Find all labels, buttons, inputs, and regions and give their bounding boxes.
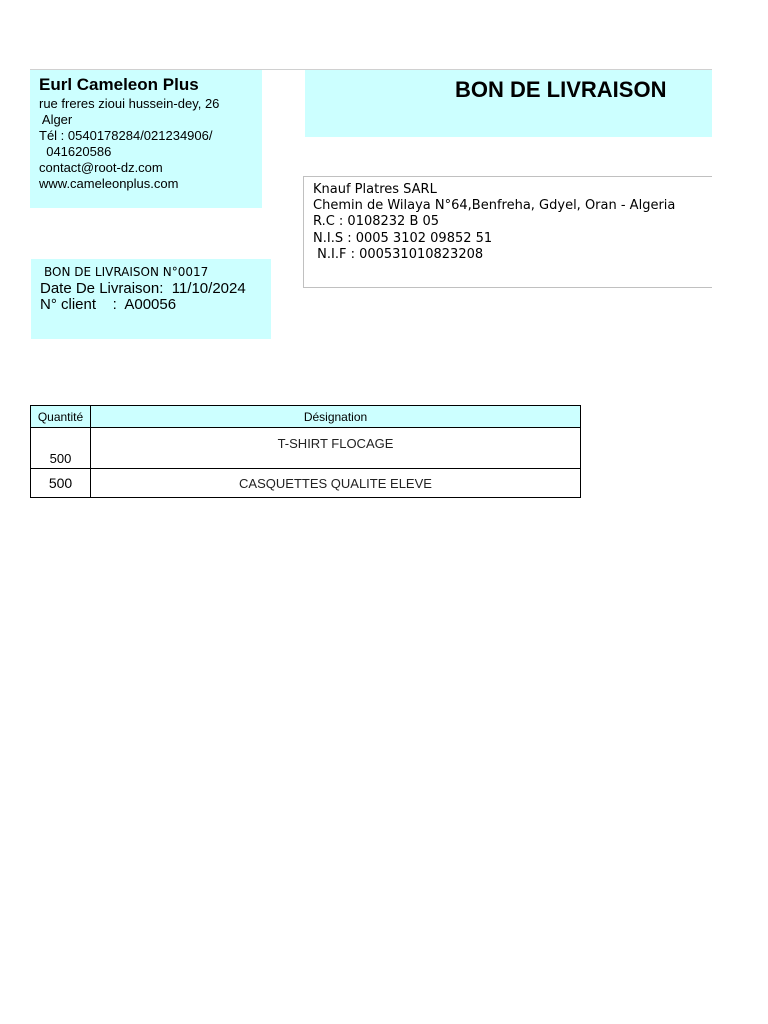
row-designation: T-SHIRT FLOCAGE bbox=[91, 428, 581, 469]
client-nis: N.I.S : 0005 3102 09852 51 bbox=[313, 231, 493, 246]
company-info-box bbox=[30, 70, 262, 208]
table-row bbox=[31, 428, 581, 469]
company-website: www.cameleonplus.com bbox=[39, 176, 179, 191]
client-nif: N.I.F : 000531010823208 bbox=[313, 247, 484, 262]
company-phone-line2: 041620586 bbox=[39, 144, 112, 159]
client-info-box bbox=[303, 176, 712, 288]
company-address-line2: Alger bbox=[39, 112, 73, 127]
client-rc: R.C : 0108232 B 05 bbox=[313, 214, 440, 229]
client-address: Chemin de Wilaya N°64,Benfreha, Gdyel, Oran - Algeria bbox=[313, 198, 676, 213]
delivery-date: Date De Livraison: 11/10/2024 bbox=[40, 280, 246, 297]
column-header-designation: Désignation bbox=[91, 406, 581, 428]
row-quantity: 500 bbox=[31, 469, 91, 498]
document-title: BON DE LIVRAISON bbox=[455, 77, 667, 102]
client-number: N° client : A00056 bbox=[40, 296, 177, 313]
company-name: Eurl Cameleon Plus bbox=[39, 75, 199, 94]
company-email: contact@root-dz.com bbox=[39, 160, 163, 175]
client-name: Knauf Platres SARL bbox=[313, 182, 437, 197]
document-title-box bbox=[305, 70, 712, 137]
order-info-box bbox=[31, 259, 271, 339]
delivery-note-number: BON DE LIVRAISON N°0017 bbox=[44, 265, 209, 279]
table-row bbox=[31, 469, 581, 498]
column-header-quantity: Quantité bbox=[31, 406, 91, 428]
row-designation: CASQUETTES QUALITE ELEVE bbox=[91, 469, 581, 498]
company-address-line1: rue freres zioui hussein-dey, 26 bbox=[39, 96, 220, 111]
items-table bbox=[30, 405, 581, 498]
table-header-row bbox=[31, 406, 581, 428]
company-phone-line1: Tél : 0540178284/021234906/ bbox=[39, 128, 213, 143]
row-quantity: 500 bbox=[31, 428, 91, 469]
